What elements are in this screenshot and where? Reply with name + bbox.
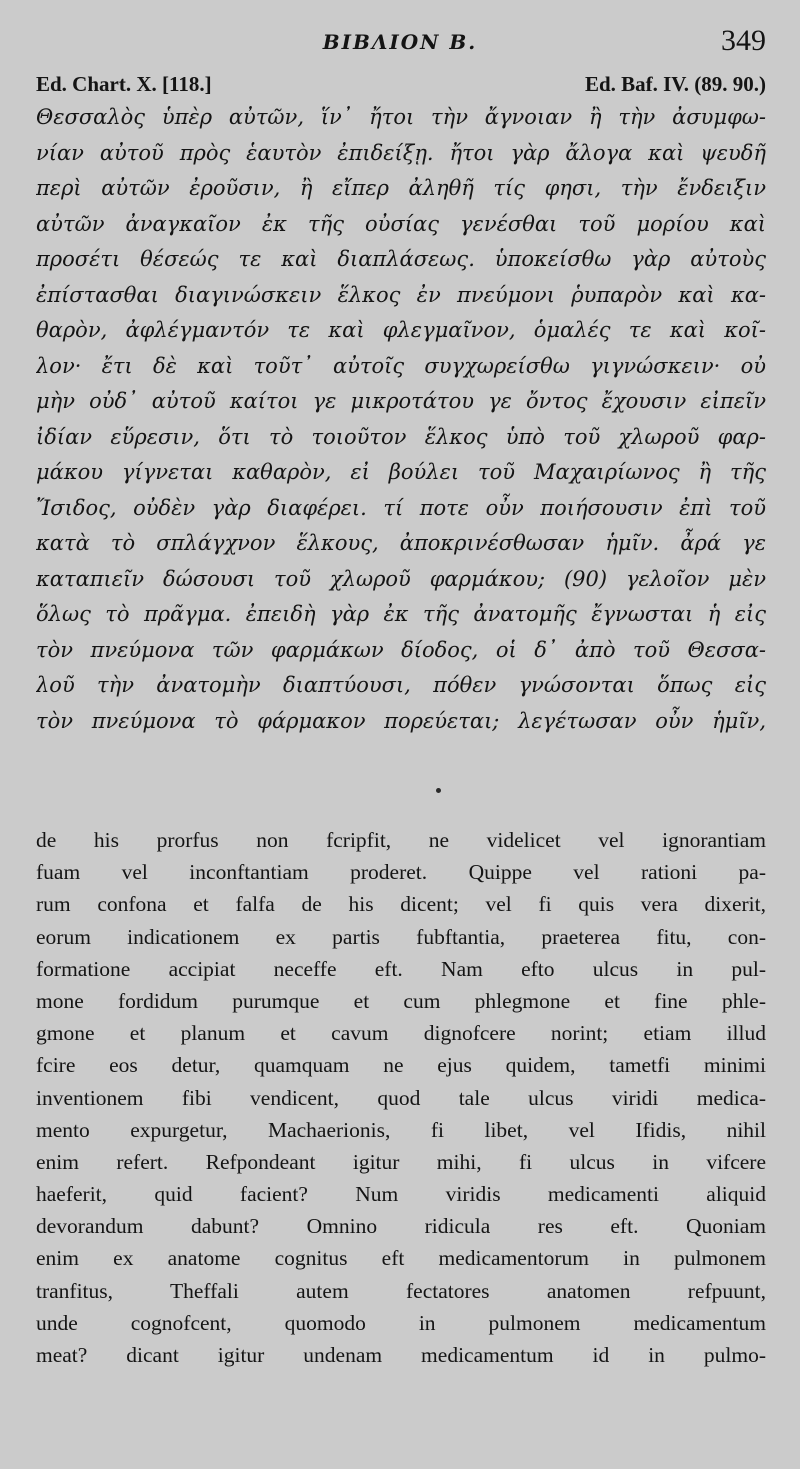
latin-line: mento expurgetur, Machaerionis, fi libet, vel Ifidis, nihil: [36, 1117, 766, 1142]
latin-line: de his prorfus non fcripfit, ne videlicet vel ignorantiam: [36, 828, 766, 852]
greek-line: ἐπίστασθαι διαγινώσκειν ἕλκος ἐν πνεύμονι ῥυπαρὸν καὶ κα-: [36, 282, 766, 307]
greek-line: τὸν πνεύμονα τῶν φαρμάκων δίοδος, οἱ δ᾽ ἀπὸ τοῦ Θεσσα-: [36, 637, 766, 662]
greek-line: λον· ἔτι δὲ καὶ τοῦτ᾽ αὐτοῖς συγχωρείσθω γιγνώσκειν· οὐ: [36, 353, 766, 378]
latin-line: tranfitus, Theffali autem fectatores anatomen refpuunt,: [36, 1278, 766, 1303]
greek-line: νίαν αὐτοῦ πρὸς ἑαυτὸν ἐπιδείξῃ. ἤτοι γὰρ ἄλογα καὶ ψευδῆ: [36, 140, 766, 165]
latin-line: eorum indicationem ex partis fubftantia, praeterea fitu, con-: [36, 924, 766, 949]
greek-line: ὅλως τὸ πρᾶγμα. ἐπειδὴ γὰρ ἐκ τῆς ἀνατομῆς ἔγνωσται ἡ εἰς: [36, 602, 766, 626]
greek-text-block: [36, 100, 766, 739]
greek-line: κατὰ τὸ σπλάγχνον ἕλκους, ἀποκρινέσθωσαν ἡμῖν. ἆρά γε: [36, 531, 766, 555]
greek-line: Θεσσαλὸς ὑπὲρ αὐτῶν, ἵν᾽ ἤτοι τὴν ἄγνοιαν ἢ τὴν ἀσυμφω-: [36, 105, 766, 129]
edition-left: Ed. Chart. X. [118.]: [36, 72, 212, 96]
greek-line: λοῦ τὴν ἀνατομὴν διαπτύουσι, πόθεν γνώσονται ὅπως εἰς: [36, 673, 766, 697]
greek-line: περὶ αὐτῶν ἐροῦσιν, ἢ εἴπερ ἀληθῆ τίς φησι, τὴν ἔνδειξιν: [36, 176, 766, 200]
latin-line: gmone et planum et cavum dignofcere norint; etiam illud: [36, 1021, 766, 1046]
greek-line: Ἴσιδος, οὐδὲν γὰρ διαφέρει. τί ποτε οὖν ποιήσουσιν ἐπὶ τοῦ: [36, 495, 766, 520]
greek-line: ἰδίαν εὕρεσιν, ὅτι τὸ τοιοῦτον ἕλκος ὑπὸ τοῦ χλωροῦ φαρ-: [36, 424, 766, 449]
greek-line: τὸν πνεύμονα τὸ φάρμακον πορεύεται; λεγέτωσαν οὖν ἡμῖν,: [36, 708, 766, 733]
greek-line: μὴν οὐδ᾽ αὐτοῦ καίτοι γε μικροτάτου γε ὄντος ἔχουσιν εἰπεῖν: [36, 389, 766, 413]
running-title: BIBΛΙΟΝ B.: [322, 30, 478, 54]
latin-text-block: [36, 824, 766, 1371]
edition-line: [36, 72, 766, 97]
greek-line: αὐτῶν ἀναγκαῖον ἐκ τῆς οὐσίας γενέσθαι τοῦ μορίου καὶ: [36, 211, 766, 236]
latin-line: unde cognofcent, quomodo in pulmonem medicamentum: [36, 1310, 766, 1335]
latin-line: rum confona et falfa de his dicent; vel fi quis vera dixerit,: [36, 892, 766, 917]
greek-line: θαρὸν, ἀφλέγμαντόν τε καὶ φλεγμαῖνον, ὁμαλές τε καὶ κοῖ-: [36, 318, 766, 342]
latin-line: mone fordidum purumque et cum phlegmone et fine phle-: [36, 988, 766, 1013]
section-separator-dot: [436, 788, 441, 793]
greek-line: μάκου γίγνεται καθαρὸν, εἰ βούλει τοῦ Μαχαιρίωνος ἢ τῆς: [36, 460, 766, 484]
edition-right: Ed. Baf. IV. (89. 90.): [584, 72, 766, 96]
latin-line: meat? dicant igitur undenam medicamentum id in pulmo-: [36, 1343, 766, 1367]
latin-line: fcire eos detur, quamquam ne ejus quidem, tametfi minimi: [36, 1053, 766, 1078]
latin-line: enim refert. Refpondeant igitur mihi, fi ulcus in vifcere: [36, 1149, 766, 1174]
latin-line: inventionem fibi vendicent, quod tale ulcus viridi medica-: [36, 1085, 766, 1110]
page-number: 349: [721, 24, 766, 57]
latin-line: devorandum dabunt? Omnino ridicula res eft. Quoniam: [36, 1214, 766, 1239]
latin-line: enim ex anatome cognitus eft medicamentorum in pulmonem: [36, 1246, 766, 1271]
greek-line: προσέτι θέσεώς τε καὶ διαπλάσεως. ὑποκείσθω γὰρ αὐτοὺς: [36, 247, 766, 271]
greek-line: καταπιεῖν δώσουσι τοῦ χλωροῦ φαρμάκου; (90) γελοῖον μὲν: [36, 566, 766, 591]
latin-line: formatione accipiat neceffe eft. Nam efto ulcus in pul-: [36, 956, 766, 981]
latin-line: fuam vel inconftantiam proderet. Quippe vel rationi pa-: [36, 860, 766, 885]
latin-line: haeferit, quid facient? Num viridis medicamenti aliquid: [36, 1182, 766, 1207]
